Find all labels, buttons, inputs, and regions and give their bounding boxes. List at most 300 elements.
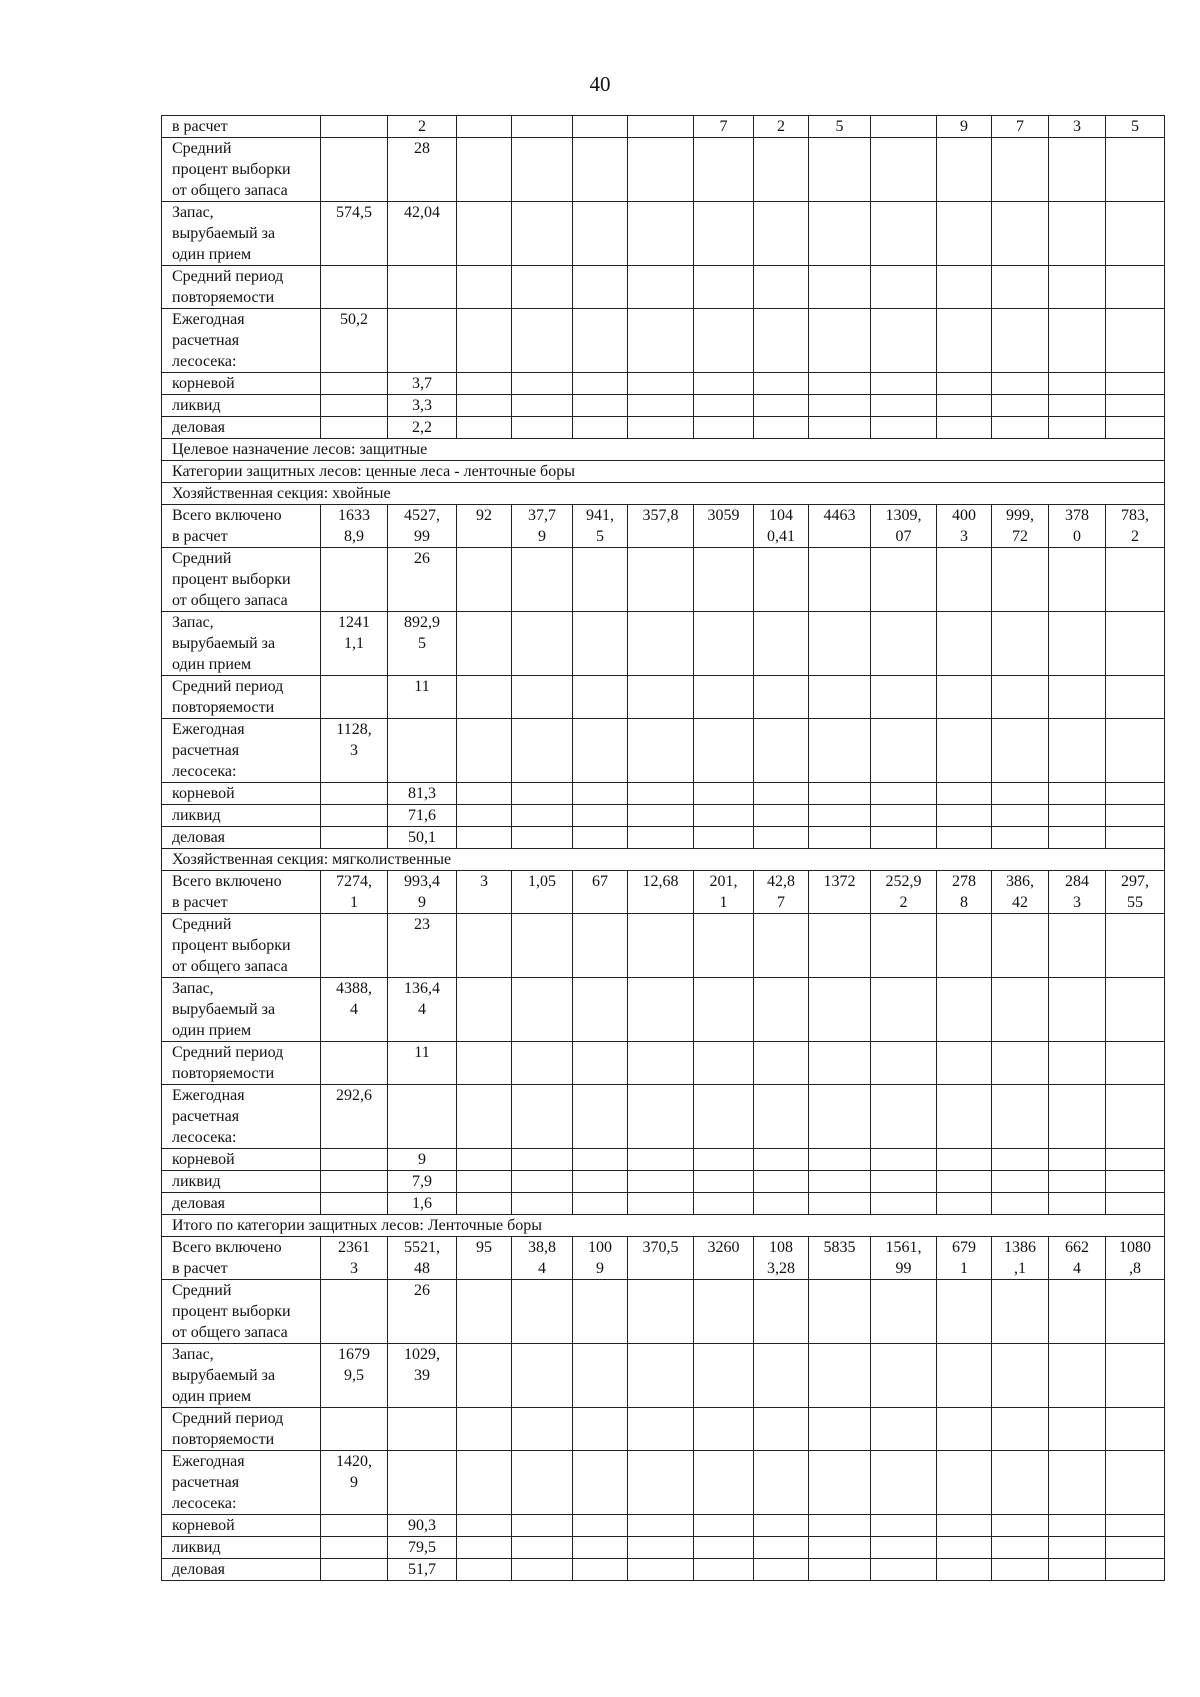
table-cell: [457, 1171, 512, 1193]
table-cell: [937, 395, 992, 417]
table-row: [162, 1171, 1165, 1193]
table-cell: [992, 805, 1049, 827]
table-row: [162, 417, 1165, 439]
table-cell: [694, 138, 754, 202]
table-cell: [871, 1280, 937, 1344]
table-cell: [992, 309, 1049, 373]
table-cell: 1241 1,1: [321, 612, 388, 676]
table-cell: [937, 914, 992, 978]
table-cell: [573, 719, 628, 783]
table-cell: [937, 309, 992, 373]
table-cell: [754, 1515, 809, 1537]
table-cell: [457, 373, 512, 395]
table-cell: [694, 309, 754, 373]
table-cell: [754, 266, 809, 309]
table-cell: [871, 827, 937, 849]
table-cell: [512, 805, 573, 827]
table-cell: [871, 373, 937, 395]
table-cell: [457, 978, 512, 1042]
table-cell: [573, 1193, 628, 1215]
row-label: Ежегодная расчетная лесосека:: [162, 719, 321, 783]
table-cell: [754, 1193, 809, 1215]
table-row: [162, 548, 1165, 612]
table-cell: 38,8 4: [512, 1237, 573, 1280]
table-cell: [321, 827, 388, 849]
table-cell: 37,7 9: [512, 505, 573, 548]
table-cell: 1420, 9: [321, 1451, 388, 1515]
table-cell: [457, 676, 512, 719]
table-cell: [1106, 783, 1165, 805]
table-cell: [628, 783, 694, 805]
table-cell: 7: [694, 116, 754, 138]
table-cell: [1049, 1193, 1106, 1215]
table-cell: [1106, 1344, 1165, 1408]
table-cell: [457, 612, 512, 676]
row-label: Ежегодная расчетная лесосека:: [162, 309, 321, 373]
table-cell: 662 4: [1049, 1237, 1106, 1280]
table-cell: [628, 914, 694, 978]
table-cell: [321, 138, 388, 202]
table-cell: 9: [388, 1149, 457, 1171]
table-cell: [628, 417, 694, 439]
table-cell: [1106, 1451, 1165, 1515]
table-cell: [992, 1344, 1049, 1408]
table-cell: [321, 1149, 388, 1171]
table-cell: [628, 1085, 694, 1149]
table-cell: [937, 1193, 992, 1215]
table-cell: [1106, 1408, 1165, 1451]
table-row: [162, 978, 1165, 1042]
table-cell: [512, 1559, 573, 1581]
table-cell: [321, 1515, 388, 1537]
table-cell: [1106, 266, 1165, 309]
row-label: Всего включено в расчет: [162, 505, 321, 548]
table-cell: [694, 1149, 754, 1171]
table-row: [162, 676, 1165, 719]
table-cell: [937, 1344, 992, 1408]
table-cell: [937, 266, 992, 309]
table-cell: [457, 1559, 512, 1581]
table-cell: [937, 202, 992, 266]
row-label: Всего включено в расчет: [162, 1237, 321, 1280]
table-row: [162, 783, 1165, 805]
table-cell: [694, 417, 754, 439]
table-cell: [628, 266, 694, 309]
table-cell: [871, 1408, 937, 1451]
table-cell: [457, 116, 512, 138]
table-cell: [754, 1149, 809, 1171]
table-cell: [1049, 1344, 1106, 1408]
table-cell: [628, 116, 694, 138]
table-cell: 999, 72: [992, 505, 1049, 548]
table-cell: [573, 417, 628, 439]
table-cell: [992, 548, 1049, 612]
table-cell: [512, 1085, 573, 1149]
table-cell: [628, 676, 694, 719]
table-cell: [754, 548, 809, 612]
table-cell: [457, 395, 512, 417]
table-cell: [809, 612, 871, 676]
table-cell: [992, 1085, 1049, 1149]
table-cell: [321, 676, 388, 719]
table-cell: 1309, 07: [871, 505, 937, 548]
table-cell: [754, 395, 809, 417]
table-cell: [628, 309, 694, 373]
table-cell: [809, 1559, 871, 1581]
table-cell: [871, 719, 937, 783]
table-cell: [512, 1344, 573, 1408]
table-cell: 1386 ,1: [992, 1237, 1049, 1280]
table-cell: [754, 202, 809, 266]
table-row: [162, 309, 1165, 373]
table-cell: [871, 978, 937, 1042]
table-cell: [573, 1085, 628, 1149]
table-cell: 378 0: [1049, 505, 1106, 548]
table-cell: [754, 309, 809, 373]
table-cell: [1049, 805, 1106, 827]
table-row: [162, 1193, 1165, 1215]
table-cell: [871, 1085, 937, 1149]
table-cell: [871, 612, 937, 676]
table-cell: [809, 676, 871, 719]
table-cell: 1633 8,9: [321, 505, 388, 548]
table-cell: [573, 1149, 628, 1171]
table-cell: [457, 1085, 512, 1149]
table-cell: [457, 1408, 512, 1451]
table-cell: [754, 1042, 809, 1085]
section-header-row: [162, 483, 1165, 505]
table-cell: [573, 138, 628, 202]
table-cell: 3,3: [388, 395, 457, 417]
table-row: [162, 1559, 1165, 1581]
table-cell: [937, 827, 992, 849]
section-title: Итого по категории защитных лесов: Ленточные боры: [162, 1215, 1165, 1237]
table-cell: [871, 309, 937, 373]
table-cell: [754, 978, 809, 1042]
table-cell: [694, 1515, 754, 1537]
table-cell: [512, 202, 573, 266]
table-cell: 90,3: [388, 1515, 457, 1537]
table-cell: 3: [1049, 116, 1106, 138]
table-cell: 81,3: [388, 783, 457, 805]
table-cell: [1049, 138, 1106, 202]
table-cell: [754, 1280, 809, 1344]
table-cell: [628, 1559, 694, 1581]
table-cell: 50,1: [388, 827, 457, 849]
table-cell: [512, 1537, 573, 1559]
table-cell: [992, 1171, 1049, 1193]
table-cell: [1106, 676, 1165, 719]
table-cell: [694, 676, 754, 719]
table-cell: [512, 548, 573, 612]
table-cell: [321, 1537, 388, 1559]
table-cell: [871, 548, 937, 612]
table-cell: [321, 395, 388, 417]
table-cell: 3,7: [388, 373, 457, 395]
table-cell: [573, 1344, 628, 1408]
table-cell: [388, 1408, 457, 1451]
table-cell: [694, 805, 754, 827]
table-cell: [992, 612, 1049, 676]
table-cell: [1049, 783, 1106, 805]
table-cell: [573, 1515, 628, 1537]
table-cell: 42,8 7: [754, 871, 809, 914]
table-cell: [573, 783, 628, 805]
table-cell: 278 8: [937, 871, 992, 914]
table-cell: [1106, 373, 1165, 395]
table-cell: [457, 1149, 512, 1171]
row-label: деловая: [162, 1559, 321, 1581]
table-cell: 252,9 2: [871, 871, 937, 914]
table-cell: [871, 1559, 937, 1581]
table-cell: [628, 1537, 694, 1559]
table-cell: [321, 116, 388, 138]
table-cell: [321, 548, 388, 612]
table-cell: [1049, 1042, 1106, 1085]
row-label: Ежегодная расчетная лесосека:: [162, 1451, 321, 1515]
table-cell: [809, 1515, 871, 1537]
table-cell: [1049, 1149, 1106, 1171]
table-row: [162, 1537, 1165, 1559]
table-row: [162, 805, 1165, 827]
table-cell: [388, 719, 457, 783]
table-cell: [694, 612, 754, 676]
table-cell: [573, 827, 628, 849]
table-cell: [809, 1171, 871, 1193]
table-cell: 1372: [809, 871, 871, 914]
table-cell: [321, 1408, 388, 1451]
table-cell: [1049, 548, 1106, 612]
table-cell: [457, 827, 512, 849]
table-cell: [694, 373, 754, 395]
table-cell: [573, 309, 628, 373]
row-label: ликвид: [162, 1171, 321, 1193]
table-cell: 1080 ,8: [1106, 1237, 1165, 1280]
table-cell: [694, 783, 754, 805]
table-cell: [321, 1171, 388, 1193]
table-cell: [809, 1344, 871, 1408]
table-cell: [573, 914, 628, 978]
table-row: [162, 1451, 1165, 1515]
table-cell: [809, 417, 871, 439]
table-cell: 892,9 5: [388, 612, 457, 676]
table-cell: [512, 1515, 573, 1537]
table-cell: [1049, 719, 1106, 783]
table-cell: [937, 1451, 992, 1515]
table-cell: [1106, 548, 1165, 612]
table-cell: [809, 719, 871, 783]
table-cell: [809, 1193, 871, 1215]
table-cell: [573, 1408, 628, 1451]
table-cell: 941, 5: [573, 505, 628, 548]
table-cell: [1106, 1193, 1165, 1215]
row-label: Всего включено в расчет: [162, 871, 321, 914]
table-cell: [937, 612, 992, 676]
table-row: [162, 1408, 1165, 1451]
table-cell: [754, 1344, 809, 1408]
table-row: [162, 1085, 1165, 1149]
table-cell: [1049, 309, 1106, 373]
table-cell: [871, 805, 937, 827]
table-cell: [573, 676, 628, 719]
table-cell: [388, 309, 457, 373]
table-cell: [512, 395, 573, 417]
table-cell: [754, 914, 809, 978]
table-cell: [1106, 1042, 1165, 1085]
table-cell: [1106, 395, 1165, 417]
table-cell: [321, 417, 388, 439]
table-cell: [628, 1451, 694, 1515]
table-cell: [457, 1537, 512, 1559]
table-row: [162, 138, 1165, 202]
table-cell: [1106, 1559, 1165, 1581]
table-cell: [809, 1408, 871, 1451]
table-cell: 7,9: [388, 1171, 457, 1193]
table-cell: [809, 1042, 871, 1085]
table-cell: [321, 805, 388, 827]
table-cell: [457, 548, 512, 612]
table-cell: [1106, 1149, 1165, 1171]
table-cell: [1049, 202, 1106, 266]
table-cell: 26: [388, 548, 457, 612]
table-cell: [937, 978, 992, 1042]
table-cell: [1106, 202, 1165, 266]
table-cell: [1049, 676, 1106, 719]
table-cell: [754, 1171, 809, 1193]
table-cell: [694, 978, 754, 1042]
table-cell: [573, 1451, 628, 1515]
table-cell: [573, 1537, 628, 1559]
table-cell: [321, 373, 388, 395]
row-label: Средний процент выборки от общего запаса: [162, 1280, 321, 1344]
forest-allowance-table: [161, 115, 1165, 1581]
table-cell: [512, 1280, 573, 1344]
table-cell: [694, 1042, 754, 1085]
table-cell: [573, 1042, 628, 1085]
table-cell: 1561, 99: [871, 1237, 937, 1280]
table-cell: [628, 1408, 694, 1451]
table-cell: [512, 1193, 573, 1215]
table-cell: [1049, 1280, 1106, 1344]
table-cell: 993,4 9: [388, 871, 457, 914]
table-cell: 136,4 4: [388, 978, 457, 1042]
table-cell: [1106, 719, 1165, 783]
table-cell: [512, 116, 573, 138]
section-title: Хозяйственная секция: хвойные: [162, 483, 1165, 505]
table-cell: [628, 138, 694, 202]
row-label: Средний период повторяемости: [162, 1042, 321, 1085]
table-cell: [512, 676, 573, 719]
table-cell: 2: [388, 116, 457, 138]
table-cell: [457, 138, 512, 202]
table-row: [162, 116, 1165, 138]
table-cell: 5521, 48: [388, 1237, 457, 1280]
table-cell: [1106, 417, 1165, 439]
section-header-row: [162, 849, 1165, 871]
table-cell: [512, 827, 573, 849]
table-cell: 7274, 1: [321, 871, 388, 914]
table-cell: [937, 1537, 992, 1559]
table-cell: [694, 395, 754, 417]
table-cell: [871, 138, 937, 202]
table-cell: [871, 417, 937, 439]
table-cell: [992, 1515, 1049, 1537]
table-cell: [809, 1451, 871, 1515]
table-cell: 297, 55: [1106, 871, 1165, 914]
table-cell: [628, 202, 694, 266]
table-cell: [321, 1193, 388, 1215]
table-cell: [754, 417, 809, 439]
table-cell: [992, 719, 1049, 783]
table-cell: [937, 1559, 992, 1581]
table-cell: [512, 1451, 573, 1515]
table-cell: [937, 1149, 992, 1171]
table-cell: [809, 395, 871, 417]
table-cell: [1049, 612, 1106, 676]
table-cell: [937, 1408, 992, 1451]
table-cell: 67: [573, 871, 628, 914]
table-cell: [871, 202, 937, 266]
table-cell: [457, 1515, 512, 1537]
section-title: Категории защитных лесов: ценные леса - ленточные боры: [162, 461, 1165, 483]
table-cell: [694, 1451, 754, 1515]
table-cell: [1049, 1515, 1106, 1537]
table-cell: [388, 1085, 457, 1149]
table-cell: [694, 1344, 754, 1408]
table-cell: [992, 395, 1049, 417]
table-cell: [512, 1171, 573, 1193]
table-cell: [809, 1085, 871, 1149]
table-cell: [937, 783, 992, 805]
table-cell: [694, 1280, 754, 1344]
table-cell: [992, 827, 1049, 849]
table-row: [162, 612, 1165, 676]
table-cell: [628, 612, 694, 676]
table-cell: [628, 1515, 694, 1537]
table-cell: [871, 1193, 937, 1215]
table-cell: [457, 1451, 512, 1515]
row-label: Средний процент выборки от общего запаса: [162, 548, 321, 612]
table-cell: [809, 202, 871, 266]
table-cell: 7: [992, 116, 1049, 138]
table-cell: [809, 1149, 871, 1171]
table-cell: [321, 914, 388, 978]
table-cell: [937, 719, 992, 783]
table-cell: [321, 1559, 388, 1581]
row-label: в расчет: [162, 116, 321, 138]
table-cell: [512, 719, 573, 783]
table-cell: [992, 138, 1049, 202]
table-cell: [573, 548, 628, 612]
table-cell: 1,6: [388, 1193, 457, 1215]
table-row: [162, 827, 1165, 849]
table-cell: 1,05: [512, 871, 573, 914]
table-cell: [628, 1344, 694, 1408]
table-cell: 12,68: [628, 871, 694, 914]
table-cell: 4527, 99: [388, 505, 457, 548]
row-label: Запас, вырубаемый за один прием: [162, 202, 321, 266]
table-cell: 3: [457, 871, 512, 914]
table-cell: 284 3: [1049, 871, 1106, 914]
table-cell: [754, 783, 809, 805]
table-cell: 1128, 3: [321, 719, 388, 783]
table-row: [162, 266, 1165, 309]
section-header-row: [162, 439, 1165, 461]
table-row: [162, 1515, 1165, 1537]
table-cell: 42,04: [388, 202, 457, 266]
table-cell: [512, 914, 573, 978]
table-cell: [992, 1042, 1049, 1085]
